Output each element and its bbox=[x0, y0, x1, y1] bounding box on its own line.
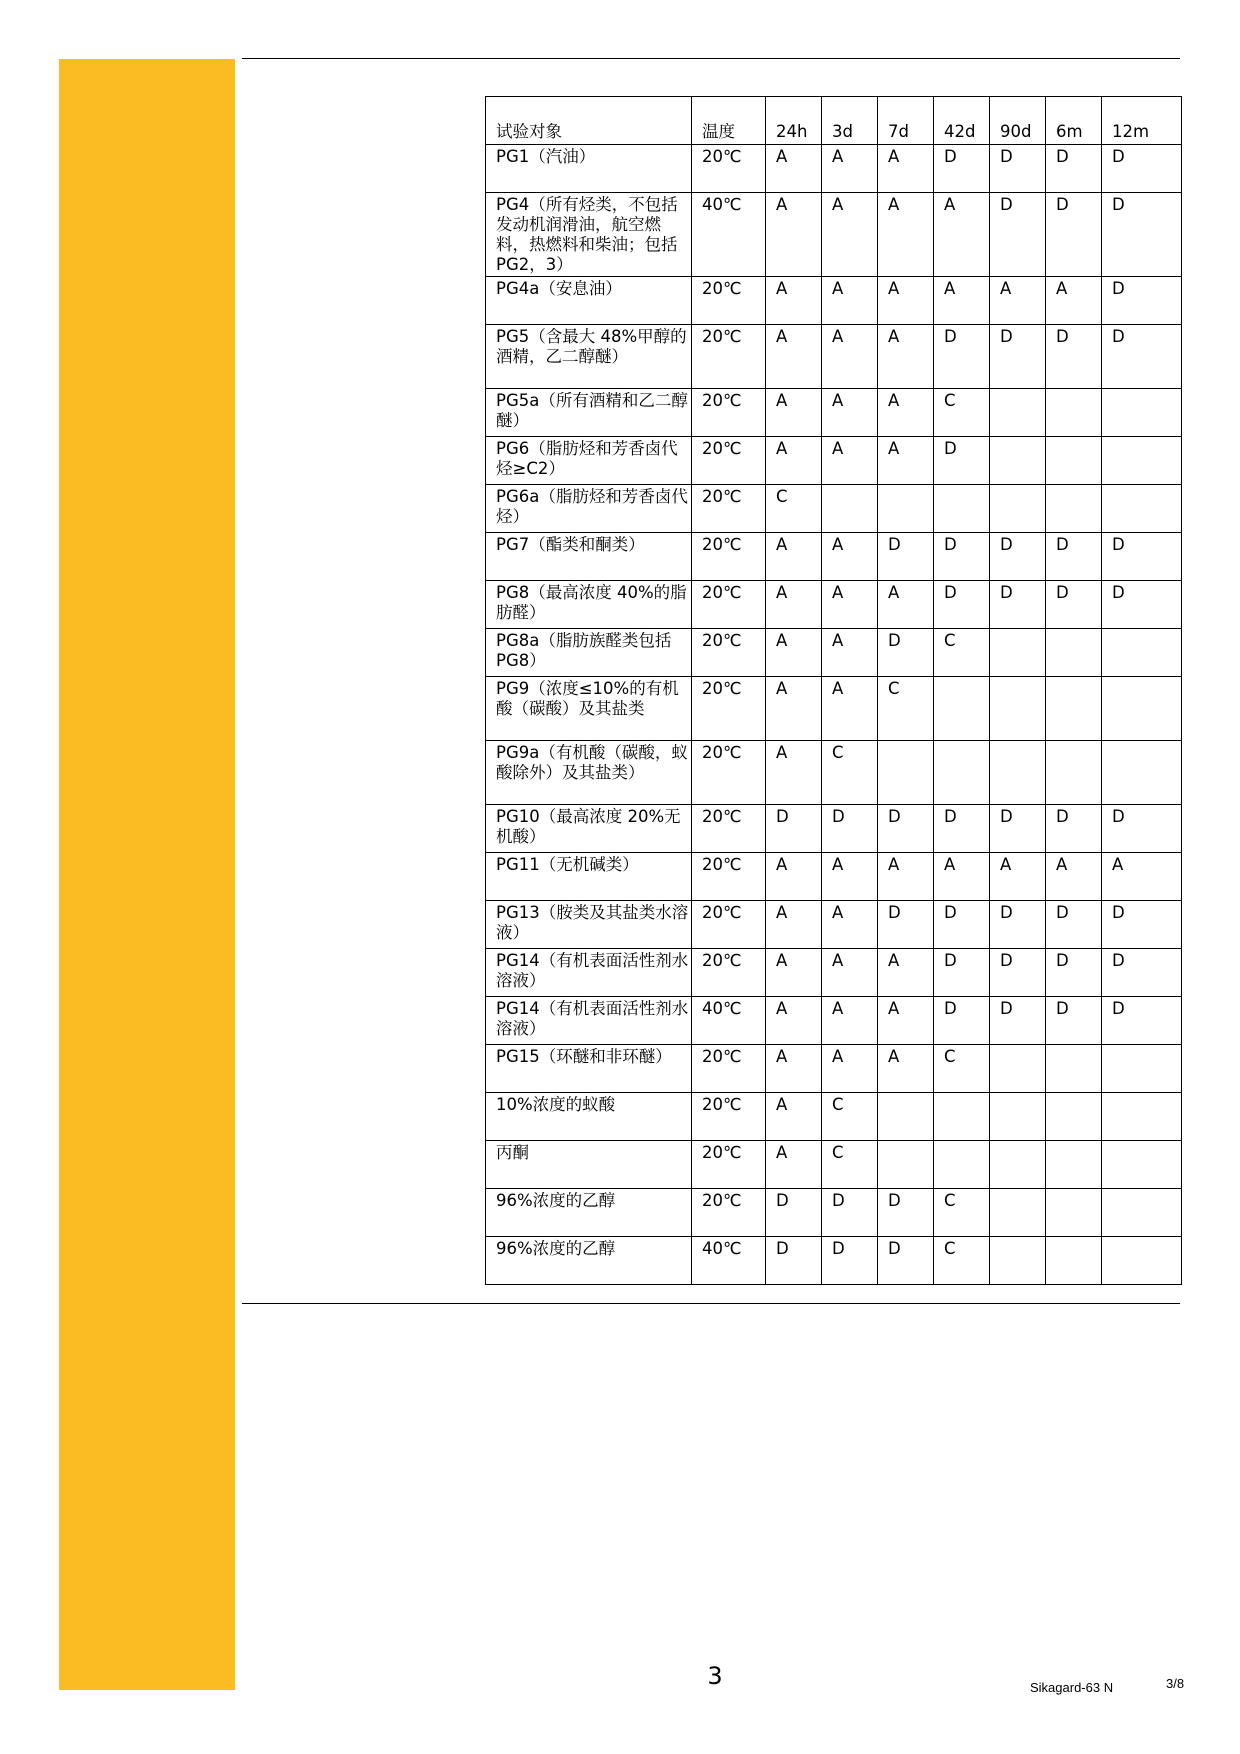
table-row bbox=[486, 741, 1182, 805]
temperature-cell: 20℃ bbox=[692, 805, 766, 853]
rating-cell: A bbox=[1102, 853, 1182, 901]
rating-cell: D bbox=[1102, 193, 1182, 277]
subject-cell: 96%浓度的乙醇 bbox=[486, 1189, 692, 1237]
rating-cell bbox=[990, 1189, 1046, 1237]
temperature-cell: 20℃ bbox=[692, 1141, 766, 1189]
table-row bbox=[486, 1189, 1182, 1237]
rating-cell: A bbox=[822, 1045, 878, 1093]
temperature-cell: 20℃ bbox=[692, 485, 766, 533]
rating-cell: A bbox=[878, 277, 934, 325]
table-row bbox=[486, 533, 1182, 581]
rating-cell: A bbox=[766, 437, 822, 485]
rating-cell: D bbox=[990, 901, 1046, 949]
rating-cell: D bbox=[1102, 581, 1182, 629]
rating-cell bbox=[934, 741, 990, 805]
subject-cell: PG11（无机碱类） bbox=[486, 853, 692, 901]
rating-cell: A bbox=[766, 677, 822, 741]
rating-cell: D bbox=[1046, 901, 1102, 949]
rating-cell: C bbox=[766, 485, 822, 533]
rating-cell: A bbox=[934, 193, 990, 277]
rating-cell: A bbox=[822, 145, 878, 193]
rating-cell: C bbox=[822, 741, 878, 805]
rating-cell: D bbox=[822, 1189, 878, 1237]
rating-cell: C bbox=[934, 1045, 990, 1093]
rating-cell bbox=[1102, 485, 1182, 533]
rating-cell: A bbox=[878, 853, 934, 901]
temperature-cell: 20℃ bbox=[692, 901, 766, 949]
rating-cell bbox=[1046, 1093, 1102, 1141]
rating-cell: D bbox=[1046, 533, 1102, 581]
yellow-sidebar-band bbox=[59, 59, 235, 1690]
temperature-cell: 40℃ bbox=[692, 193, 766, 277]
rating-cell: D bbox=[1046, 325, 1102, 389]
rating-cell: A bbox=[766, 949, 822, 997]
rating-cell: D bbox=[1102, 277, 1182, 325]
rating-cell: D bbox=[1046, 805, 1102, 853]
rating-cell bbox=[1102, 629, 1182, 677]
rating-cell bbox=[934, 677, 990, 741]
subject-cell: 96%浓度的乙醇 bbox=[486, 1237, 692, 1285]
rating-cell: A bbox=[822, 277, 878, 325]
table-row bbox=[486, 677, 1182, 741]
subject-cell: PG14（有机表面活性剂水溶液） bbox=[486, 997, 692, 1045]
rating-cell bbox=[878, 741, 934, 805]
header-period: 12m bbox=[1102, 97, 1182, 145]
temperature-cell: 20℃ bbox=[692, 145, 766, 193]
table-header-row bbox=[486, 97, 1182, 145]
subject-cell: PG8（最高浓度 40%的脂肪醛） bbox=[486, 581, 692, 629]
rating-cell: A bbox=[878, 193, 934, 277]
table-row bbox=[486, 145, 1182, 193]
rating-cell bbox=[1102, 1189, 1182, 1237]
rating-cell: A bbox=[1046, 277, 1102, 325]
rating-cell: A bbox=[822, 629, 878, 677]
table-row bbox=[486, 277, 1182, 325]
page-number: 3 bbox=[707, 1662, 723, 1690]
rating-cell: D bbox=[1102, 949, 1182, 997]
rating-cell bbox=[878, 485, 934, 533]
rating-cell: D bbox=[990, 193, 1046, 277]
header-temperature: 温度 bbox=[692, 97, 766, 145]
rating-cell bbox=[1046, 389, 1102, 437]
rating-cell: D bbox=[934, 145, 990, 193]
rating-cell: D bbox=[766, 1189, 822, 1237]
rating-cell: A bbox=[878, 437, 934, 485]
rating-cell: A bbox=[878, 997, 934, 1045]
rating-cell: A bbox=[822, 853, 878, 901]
rating-cell: D bbox=[990, 145, 1046, 193]
rating-cell: D bbox=[934, 997, 990, 1045]
rating-cell: D bbox=[934, 805, 990, 853]
rating-cell: D bbox=[990, 805, 1046, 853]
temperature-cell: 20℃ bbox=[692, 1189, 766, 1237]
temperature-cell: 20℃ bbox=[692, 949, 766, 997]
rating-cell bbox=[990, 741, 1046, 805]
rating-cell bbox=[1046, 677, 1102, 741]
rating-cell: A bbox=[766, 997, 822, 1045]
rating-cell: D bbox=[1046, 145, 1102, 193]
rating-cell: C bbox=[878, 677, 934, 741]
rating-cell: D bbox=[1102, 325, 1182, 389]
rating-cell: C bbox=[934, 629, 990, 677]
subject-cell: PG8a（脂肪族醛类包括 PG8） bbox=[486, 629, 692, 677]
rating-cell: D bbox=[934, 949, 990, 997]
temperature-cell: 40℃ bbox=[692, 1237, 766, 1285]
rating-cell: C bbox=[822, 1141, 878, 1189]
subject-cell: PG9a（有机酸（碳酸，蚁酸除外）及其盐类） bbox=[486, 741, 692, 805]
rating-cell: A bbox=[766, 853, 822, 901]
rating-cell: A bbox=[766, 1093, 822, 1141]
rating-cell bbox=[990, 1237, 1046, 1285]
rating-cell: A bbox=[766, 1141, 822, 1189]
header-period: 3d bbox=[822, 97, 878, 145]
temperature-cell: 20℃ bbox=[692, 389, 766, 437]
rating-cell bbox=[1046, 437, 1102, 485]
rating-cell: A bbox=[766, 277, 822, 325]
table-row bbox=[486, 1141, 1182, 1189]
rating-cell: D bbox=[766, 805, 822, 853]
rating-cell: A bbox=[1046, 853, 1102, 901]
rating-cell: D bbox=[766, 1237, 822, 1285]
rating-cell: C bbox=[934, 1237, 990, 1285]
rating-cell bbox=[990, 1045, 1046, 1093]
temperature-cell: 20℃ bbox=[692, 581, 766, 629]
header-period: 42d bbox=[934, 97, 990, 145]
table-row bbox=[486, 1045, 1182, 1093]
subject-cell: PG4a（安息油） bbox=[486, 277, 692, 325]
subject-cell: PG5a（所有酒精和乙二醇醚） bbox=[486, 389, 692, 437]
rating-cell: D bbox=[990, 581, 1046, 629]
rating-cell: A bbox=[878, 325, 934, 389]
rating-cell: A bbox=[822, 677, 878, 741]
rating-cell: D bbox=[822, 1237, 878, 1285]
rating-cell: D bbox=[878, 1189, 934, 1237]
rating-cell: D bbox=[934, 437, 990, 485]
header-period: 7d bbox=[878, 97, 934, 145]
rating-cell: A bbox=[934, 277, 990, 325]
rating-cell: A bbox=[822, 437, 878, 485]
table-row bbox=[486, 853, 1182, 901]
rating-cell: A bbox=[766, 145, 822, 193]
rating-cell: A bbox=[822, 389, 878, 437]
rating-cell bbox=[1102, 1237, 1182, 1285]
rating-cell: A bbox=[766, 629, 822, 677]
rating-cell: D bbox=[1046, 949, 1102, 997]
rating-cell bbox=[878, 1141, 934, 1189]
rating-cell: D bbox=[934, 533, 990, 581]
rating-cell: D bbox=[990, 949, 1046, 997]
rating-cell bbox=[822, 485, 878, 533]
rating-cell bbox=[1046, 1237, 1102, 1285]
temperature-cell: 20℃ bbox=[692, 741, 766, 805]
rating-cell: A bbox=[822, 533, 878, 581]
rating-cell bbox=[1046, 1141, 1102, 1189]
rating-cell: A bbox=[766, 1045, 822, 1093]
rating-cell bbox=[990, 629, 1046, 677]
temperature-cell: 20℃ bbox=[692, 1045, 766, 1093]
rating-cell: A bbox=[878, 145, 934, 193]
table-row bbox=[486, 629, 1182, 677]
subject-cell: 丙酮 bbox=[486, 1141, 692, 1189]
rating-cell: D bbox=[934, 581, 990, 629]
top-rule bbox=[242, 58, 1180, 59]
rating-cell: A bbox=[878, 949, 934, 997]
rating-cell: D bbox=[1102, 997, 1182, 1045]
table-row bbox=[486, 1093, 1182, 1141]
temperature-cell: 20℃ bbox=[692, 853, 766, 901]
page-count: 3/8 bbox=[1166, 1676, 1185, 1691]
rating-cell: D bbox=[822, 805, 878, 853]
rating-cell: D bbox=[878, 1237, 934, 1285]
rating-cell: D bbox=[878, 901, 934, 949]
chemical-resistance-table bbox=[485, 96, 1182, 1285]
table-row bbox=[486, 997, 1182, 1045]
header-period: 90d bbox=[990, 97, 1046, 145]
rating-cell: A bbox=[822, 193, 878, 277]
rating-cell: A bbox=[822, 997, 878, 1045]
table-body bbox=[486, 145, 1182, 1285]
rating-cell: D bbox=[878, 629, 934, 677]
subject-cell: PG13（胺类及其盐类水溶液） bbox=[486, 901, 692, 949]
rating-cell: A bbox=[878, 1045, 934, 1093]
product-name: Sikagard-63 N bbox=[1030, 1680, 1114, 1695]
temperature-cell: 20℃ bbox=[692, 533, 766, 581]
rating-cell: C bbox=[822, 1093, 878, 1141]
rating-cell: D bbox=[1046, 581, 1102, 629]
rating-cell: D bbox=[990, 997, 1046, 1045]
rating-cell: A bbox=[822, 581, 878, 629]
rating-cell bbox=[1102, 677, 1182, 741]
rating-cell bbox=[1046, 1189, 1102, 1237]
rating-cell: D bbox=[1046, 193, 1102, 277]
table-row bbox=[486, 389, 1182, 437]
rating-cell: D bbox=[1102, 805, 1182, 853]
subject-cell: PG9（浓度≤10%的有机酸（碳酸）及其盐类 bbox=[486, 677, 692, 741]
rating-cell: D bbox=[1102, 533, 1182, 581]
rating-cell: A bbox=[766, 533, 822, 581]
rating-cell: A bbox=[766, 325, 822, 389]
temperature-cell: 20℃ bbox=[692, 437, 766, 485]
subject-cell: PG1（汽油） bbox=[486, 145, 692, 193]
table-row bbox=[486, 485, 1182, 533]
temperature-cell: 20℃ bbox=[692, 629, 766, 677]
header-subject: 试验对象 bbox=[486, 97, 692, 145]
rating-cell bbox=[990, 1141, 1046, 1189]
rating-cell bbox=[990, 677, 1046, 741]
subject-cell: 10%浓度的蚁酸 bbox=[486, 1093, 692, 1141]
subject-cell: PG4（所有烃类，不包括发动机润滑油，航空燃料，热燃料和柴油；包括 PG2，3） bbox=[486, 193, 692, 277]
rating-cell: A bbox=[990, 853, 1046, 901]
rating-cell bbox=[1046, 1045, 1102, 1093]
rating-cell bbox=[1046, 485, 1102, 533]
temperature-cell: 20℃ bbox=[692, 677, 766, 741]
rating-cell: A bbox=[878, 389, 934, 437]
header-period: 24h bbox=[766, 97, 822, 145]
subject-cell: PG6（脂肪烃和芳香卤代烃≥C2） bbox=[486, 437, 692, 485]
rating-cell bbox=[990, 1093, 1046, 1141]
rating-cell bbox=[1102, 1141, 1182, 1189]
rating-cell: D bbox=[934, 901, 990, 949]
rating-cell bbox=[1102, 389, 1182, 437]
rating-cell: D bbox=[934, 325, 990, 389]
bottom-rule bbox=[242, 1303, 1180, 1304]
table-row bbox=[486, 581, 1182, 629]
rating-cell bbox=[1102, 1093, 1182, 1141]
header-period: 6m bbox=[1046, 97, 1102, 145]
rating-cell: A bbox=[766, 581, 822, 629]
rating-cell: D bbox=[1046, 997, 1102, 1045]
rating-cell: A bbox=[990, 277, 1046, 325]
rating-cell: A bbox=[878, 581, 934, 629]
table-row bbox=[486, 805, 1182, 853]
rating-cell: A bbox=[822, 325, 878, 389]
rating-cell: A bbox=[766, 193, 822, 277]
temperature-cell: 20℃ bbox=[692, 1093, 766, 1141]
rating-cell: D bbox=[990, 325, 1046, 389]
rating-cell bbox=[1102, 1045, 1182, 1093]
rating-cell bbox=[934, 1141, 990, 1189]
rating-cell bbox=[1102, 741, 1182, 805]
temperature-cell: 20℃ bbox=[692, 277, 766, 325]
table-row bbox=[486, 437, 1182, 485]
rating-cell bbox=[1046, 741, 1102, 805]
rating-cell: A bbox=[934, 853, 990, 901]
subject-cell: PG5（含最大 48%甲醇的酒精，乙二醇醚） bbox=[486, 325, 692, 389]
rating-cell: D bbox=[878, 533, 934, 581]
rating-cell: D bbox=[990, 533, 1046, 581]
rating-cell bbox=[990, 485, 1046, 533]
rating-cell: C bbox=[934, 1189, 990, 1237]
rating-cell: A bbox=[766, 901, 822, 949]
table-row bbox=[486, 949, 1182, 997]
rating-cell: D bbox=[1102, 901, 1182, 949]
rating-cell bbox=[1102, 437, 1182, 485]
rating-cell bbox=[878, 1093, 934, 1141]
rating-cell bbox=[934, 1093, 990, 1141]
rating-cell: C bbox=[934, 389, 990, 437]
subject-cell: PG15（环醚和非环醚） bbox=[486, 1045, 692, 1093]
subject-cell: PG6a（脂肪烃和芳香卤代烃） bbox=[486, 485, 692, 533]
rating-cell: A bbox=[766, 741, 822, 805]
rating-cell: A bbox=[822, 901, 878, 949]
rating-cell: D bbox=[878, 805, 934, 853]
table-row bbox=[486, 193, 1182, 277]
rating-cell: A bbox=[766, 389, 822, 437]
rating-cell: D bbox=[1102, 145, 1182, 193]
table-row bbox=[486, 325, 1182, 389]
temperature-cell: 40℃ bbox=[692, 997, 766, 1045]
rating-cell bbox=[990, 437, 1046, 485]
table-row bbox=[486, 1237, 1182, 1285]
rating-cell bbox=[934, 485, 990, 533]
subject-cell: PG10（最高浓度 20%无机酸） bbox=[486, 805, 692, 853]
rating-cell bbox=[1046, 629, 1102, 677]
subject-cell: PG7（酯类和酮类） bbox=[486, 533, 692, 581]
temperature-cell: 20℃ bbox=[692, 325, 766, 389]
table-row bbox=[486, 901, 1182, 949]
subject-cell: PG14（有机表面活性剂水溶液） bbox=[486, 949, 692, 997]
rating-cell bbox=[990, 389, 1046, 437]
rating-cell: A bbox=[822, 949, 878, 997]
